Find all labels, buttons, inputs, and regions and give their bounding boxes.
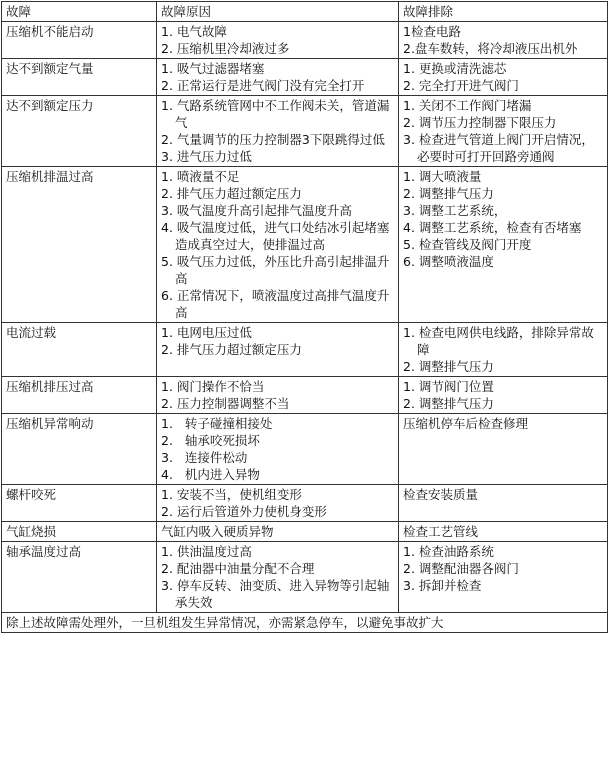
fault-cell: 气缸烧损 — [2, 522, 157, 542]
remedy-cell — [399, 414, 608, 485]
fault-cell: 达不到额定气量 — [2, 59, 157, 96]
remedy-item: 1. 调大喷液量 — [403, 169, 482, 184]
table-row — [2, 377, 608, 414]
remedy-item: 6. 调整喷液温度 — [403, 254, 494, 269]
fault-cell: 压缩机不能启动 — [2, 22, 157, 59]
remedy-cell — [399, 323, 608, 377]
remedy-item: 1. 检查电网供电线路，排除异常故障 — [403, 325, 594, 357]
cause-item: 气缸内吸入硬质异物 — [161, 524, 274, 539]
cause-cell — [157, 542, 399, 613]
cause-item: 3. 进气压力过低 — [161, 149, 252, 164]
remedy-item: 3. 拆卸并检查 — [403, 578, 482, 593]
table-row — [2, 96, 608, 167]
table-row — [2, 167, 608, 323]
cause-item: 2. 气量调节的压力控制器3下限跳得过低 — [161, 132, 385, 147]
cause-item: 2. 轴承咬死损坏 — [161, 433, 260, 448]
remedy-item: 1. 调节阀门位置 — [403, 379, 494, 394]
cause-cell-list — [161, 486, 395, 520]
footer-row — [2, 613, 608, 633]
remedy-item: 5. 检查管线及阀门开度 — [403, 237, 532, 252]
remedy-item: 3. 检查进气管道上阀门开启情况，必要时可打开回路旁通阀 — [403, 132, 594, 164]
remedy-cell — [399, 59, 608, 96]
fault-cell: 达不到额定压力 — [2, 96, 157, 167]
fault-table — [1, 1, 608, 633]
cause-item: 2. 运行后管道外力使机身变形 — [161, 504, 327, 519]
remedy-cell-list — [403, 168, 604, 270]
cause-item: 1. 安装不当，使机组变形 — [161, 487, 302, 502]
cause-cell — [157, 485, 399, 522]
remedy-cell-list — [403, 543, 604, 594]
remedy-item: 2. 调整排气压力 — [403, 359, 494, 374]
cause-item: 2. 压缩机里冷却液过多 — [161, 41, 290, 56]
remedy-item: 检查安装质量 — [403, 487, 479, 502]
remedy-cell-list — [403, 415, 604, 432]
cause-cell-list — [161, 543, 395, 611]
cause-item: 3. 吸气温度升高引起排气温度升高 — [161, 203, 352, 218]
remedy-cell-list — [403, 324, 604, 375]
fault-cell: 压缩机异常响动 — [2, 414, 157, 485]
cause-cell-list — [161, 23, 395, 57]
fault-cell: 压缩机排压过高 — [2, 377, 157, 414]
cause-cell — [157, 522, 399, 542]
cause-cell — [157, 414, 399, 485]
remedy-item: 2. 调节压力控制器下限压力 — [403, 115, 557, 130]
table-row — [2, 485, 608, 522]
cause-item: 6. 正常情况下，喷液温度过高排气温度升高 — [161, 288, 390, 320]
cause-cell — [157, 22, 399, 59]
cause-item: 3. 连接件松动 — [161, 450, 248, 465]
cause-cell-list — [161, 324, 395, 358]
cause-item: 2. 排气压力超过额定压力 — [161, 186, 302, 201]
table-row — [2, 323, 608, 377]
cause-cell-list — [161, 378, 395, 412]
cause-item: 1. 电气故障 — [161, 24, 227, 39]
cause-item: 2. 正常运行是进气阀门没有完全打开 — [161, 78, 365, 93]
remedy-cell — [399, 542, 608, 613]
remedy-cell — [399, 167, 608, 323]
cause-item: 1. 气路系统管网中不工作阀未关，管道漏气 — [161, 98, 390, 130]
table-row — [2, 414, 608, 485]
remedy-cell — [399, 522, 608, 542]
cause-cell — [157, 323, 399, 377]
cause-cell-list — [161, 523, 395, 540]
remedy-item: 2. 调整排气压力 — [403, 186, 494, 201]
remedy-item: 3. 调整工艺系统， — [403, 203, 507, 218]
header-fault: 故障 — [2, 2, 157, 22]
cause-cell — [157, 96, 399, 167]
cause-cell — [157, 167, 399, 323]
remedy-cell-list — [403, 523, 604, 540]
remedy-cell-list — [403, 97, 604, 165]
table-row — [2, 542, 608, 613]
remedy-item: 2. 调整排气压力 — [403, 396, 494, 411]
table-row — [2, 522, 608, 542]
remedy-cell — [399, 96, 608, 167]
remedy-cell — [399, 22, 608, 59]
cause-cell-list — [161, 97, 395, 165]
remedy-cell-list — [403, 378, 604, 412]
cause-cell-list — [161, 60, 395, 94]
cause-cell — [157, 59, 399, 96]
remedy-item: 2. 调整配油器各阀门 — [403, 561, 519, 576]
remedy-item: 2.盘车数转，将冷却液压出机外 — [403, 41, 578, 56]
cause-item: 1. 电网电压过低 — [161, 325, 252, 340]
remedy-item: 1. 更换或清洗滤芯 — [403, 61, 507, 76]
footer-note: 除上述故障需处理外，一旦机组发生异常情况，亦需紧急停车，以避免事故扩大 — [2, 613, 608, 633]
remedy-cell-list — [403, 486, 604, 503]
cause-item: 2. 排气压力超过额定压力 — [161, 342, 302, 357]
cause-item: 1. 吸气过滤器堵塞 — [161, 61, 265, 76]
remedy-cell-list — [403, 60, 604, 94]
table-row — [2, 22, 608, 59]
remedy-item: 1. 关闭不工作阀门堵漏 — [403, 98, 532, 113]
cause-item: 1. 喷液量不足 — [161, 169, 240, 184]
cause-item: 3. 停车反转、油变质、进入异物等引起轴承失效 — [161, 578, 390, 610]
cause-item: 2. 压力控制器调整不当 — [161, 396, 290, 411]
remedy-cell — [399, 485, 608, 522]
remedy-item: 4. 调整工艺系统，检查有否堵塞 — [403, 220, 582, 235]
header-row — [2, 2, 608, 22]
remedy-item: 1. 检查油路系统 — [403, 544, 494, 559]
remedy-cell-list — [403, 23, 604, 57]
cause-cell-list — [161, 415, 395, 483]
remedy-item: 检查工艺管线 — [403, 524, 479, 539]
table-body — [2, 22, 608, 613]
fault-cell: 压缩机排温过高 — [2, 167, 157, 323]
remedy-item: 压缩机停车后检查修理 — [403, 416, 529, 431]
header-remedy: 故障排除 — [399, 2, 608, 22]
remedy-item: 1检查电路 — [403, 24, 461, 39]
cause-item: 1. 供油温度过高 — [161, 544, 252, 559]
fault-cell: 电流过载 — [2, 323, 157, 377]
remedy-item: 2. 完全打开进气阀门 — [403, 78, 519, 93]
fault-cell: 螺杆咬死 — [2, 485, 157, 522]
cause-item: 4. 吸气温度过低，进气口处结冰引起堵塞造成真空过大，使排温过高 — [161, 220, 390, 252]
cause-item: 4. 机内进入异物 — [161, 467, 260, 482]
remedy-cell — [399, 377, 608, 414]
cause-item: 2. 配油器中油量分配不合理 — [161, 561, 315, 576]
cause-cell-list — [161, 168, 395, 321]
cause-item: 5. 吸气压力过低，外压比升高引起排温升高 — [161, 254, 390, 286]
fault-cell: 轴承温度过高 — [2, 542, 157, 613]
cause-cell — [157, 377, 399, 414]
header-cause: 故障原因 — [157, 2, 399, 22]
cause-item: 1. 阀门操作不恰当 — [161, 379, 265, 394]
table-row — [2, 59, 608, 96]
cause-item: 1. 转子碰撞相接处 — [161, 416, 273, 431]
